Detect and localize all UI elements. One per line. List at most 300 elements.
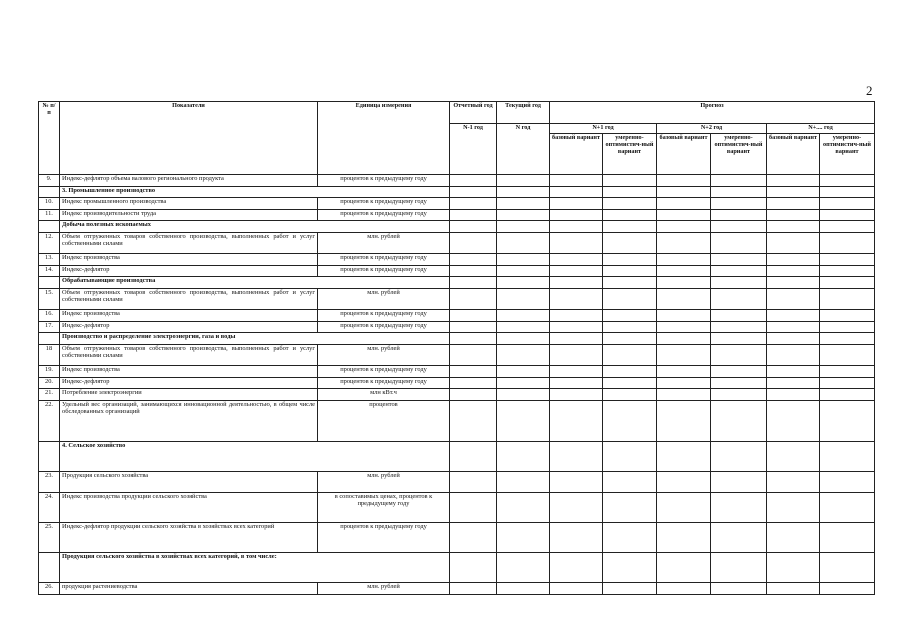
value-cell bbox=[603, 471, 657, 493]
value-cell bbox=[820, 198, 875, 210]
value-cell bbox=[767, 232, 820, 254]
value-cell bbox=[603, 333, 657, 345]
value-cell bbox=[711, 221, 767, 233]
indicator-name: Индекс-дефлятор bbox=[60, 265, 318, 277]
row-number: 15. bbox=[39, 288, 60, 310]
value-cell bbox=[550, 523, 603, 553]
value-cell bbox=[450, 389, 497, 401]
value-cell bbox=[550, 288, 603, 310]
indicator-name: Индекс-дефлятор объема валового регионального продукта bbox=[60, 175, 318, 187]
row-number: 25. bbox=[39, 523, 60, 553]
value-cell bbox=[450, 175, 497, 187]
value-cell bbox=[767, 310, 820, 322]
value-cell bbox=[767, 523, 820, 553]
value-cell bbox=[711, 198, 767, 210]
header-num: № п/п bbox=[39, 102, 60, 175]
header-n-plus-x: N+.... год bbox=[767, 124, 875, 134]
value-cell bbox=[767, 333, 820, 345]
unit-of-measure: млн. рублей bbox=[318, 344, 450, 366]
value-cell bbox=[497, 221, 550, 233]
value-cell bbox=[550, 553, 603, 583]
value-cell bbox=[450, 583, 497, 595]
table-row bbox=[39, 389, 875, 401]
value-cell bbox=[657, 441, 711, 471]
row-number: 14. bbox=[39, 265, 60, 277]
header-n-year: N год bbox=[497, 124, 550, 175]
value-cell bbox=[550, 198, 603, 210]
value-cell bbox=[450, 553, 497, 583]
value-cell bbox=[657, 523, 711, 553]
unit-of-measure: процентов bbox=[318, 400, 450, 441]
table-row bbox=[39, 493, 875, 523]
value-cell bbox=[603, 198, 657, 210]
value-cell bbox=[450, 471, 497, 493]
section-row bbox=[39, 277, 875, 289]
value-cell bbox=[767, 441, 820, 471]
value-cell bbox=[603, 523, 657, 553]
value-cell bbox=[450, 277, 497, 289]
value-cell bbox=[603, 389, 657, 401]
table-row bbox=[39, 198, 875, 210]
value-cell bbox=[603, 583, 657, 595]
section-title: Обрабатывающие производства bbox=[60, 277, 450, 289]
value-cell bbox=[711, 389, 767, 401]
unit-of-measure: процентов к предыдущему году bbox=[318, 209, 450, 221]
value-cell bbox=[820, 441, 875, 471]
value-cell bbox=[657, 221, 711, 233]
value-cell bbox=[820, 523, 875, 553]
header-indicators: Показатели bbox=[60, 102, 318, 175]
value-cell bbox=[767, 321, 820, 333]
value-cell bbox=[767, 583, 820, 595]
value-cell bbox=[450, 377, 497, 389]
value-cell bbox=[450, 493, 497, 523]
header-current-year: Текущий год bbox=[497, 102, 550, 124]
value-cell bbox=[657, 583, 711, 595]
unit-of-measure: процентов к предыдущему году bbox=[318, 254, 450, 266]
section-title: Продукция сельского хозяйства в хозяйствах всех категорий, в том числе: bbox=[60, 553, 450, 583]
value-cell bbox=[497, 186, 550, 198]
value-cell bbox=[820, 583, 875, 595]
header-n-minus-1: N-1 год bbox=[450, 124, 497, 175]
value-cell bbox=[497, 493, 550, 523]
table-row bbox=[39, 288, 875, 310]
header-n-plus-2: N+2 год bbox=[657, 124, 767, 134]
page-number: 2 bbox=[866, 83, 873, 98]
indicator-name: Индекс-дефлятор продукции сельского хозяйства в хозяйствах всех категорий bbox=[60, 523, 318, 553]
value-cell bbox=[450, 441, 497, 471]
value-cell bbox=[820, 493, 875, 523]
value-cell bbox=[711, 366, 767, 378]
unit-of-measure: млн кВт.ч bbox=[318, 389, 450, 401]
row-number: 13. bbox=[39, 254, 60, 266]
row-num-cell bbox=[39, 333, 60, 345]
table-row bbox=[39, 232, 875, 254]
header-moderate-3: умеренно-оптимистич-ный вариант bbox=[820, 134, 875, 175]
value-cell bbox=[711, 265, 767, 277]
table-row bbox=[39, 366, 875, 378]
value-cell bbox=[767, 288, 820, 310]
value-cell bbox=[767, 400, 820, 441]
value-cell bbox=[657, 254, 711, 266]
unit-of-measure: процентов к предыдущему году bbox=[318, 377, 450, 389]
table-row bbox=[39, 265, 875, 277]
value-cell bbox=[550, 277, 603, 289]
value-cell bbox=[711, 400, 767, 441]
value-cell bbox=[450, 344, 497, 366]
indicator-name: Индекс производства bbox=[60, 310, 318, 322]
indicator-name: Индекс производства bbox=[60, 254, 318, 266]
value-cell bbox=[450, 333, 497, 345]
value-cell bbox=[497, 441, 550, 471]
header-moderate-1: умеренно-оптимистич-ный вариант bbox=[603, 134, 657, 175]
value-cell bbox=[497, 288, 550, 310]
value-cell bbox=[820, 321, 875, 333]
value-cell bbox=[497, 344, 550, 366]
unit-of-measure: млн. рублей bbox=[318, 471, 450, 493]
section-title: Производство и распределение электроэнергии, газа и воды bbox=[60, 333, 450, 345]
value-cell bbox=[450, 186, 497, 198]
value-cell bbox=[603, 232, 657, 254]
value-cell bbox=[820, 400, 875, 441]
header-moderate-2: умеренно-оптимистич-ный вариант bbox=[711, 134, 767, 175]
value-cell bbox=[767, 377, 820, 389]
table-row bbox=[39, 523, 875, 553]
row-number: 17. bbox=[39, 321, 60, 333]
value-cell bbox=[657, 232, 711, 254]
value-cell bbox=[657, 198, 711, 210]
table-row bbox=[39, 377, 875, 389]
value-cell bbox=[497, 377, 550, 389]
value-cell bbox=[603, 209, 657, 221]
section-row bbox=[39, 186, 875, 198]
value-cell bbox=[550, 175, 603, 187]
value-cell bbox=[550, 441, 603, 471]
value-cell bbox=[450, 265, 497, 277]
value-cell bbox=[711, 321, 767, 333]
value-cell bbox=[657, 321, 711, 333]
value-cell bbox=[497, 265, 550, 277]
value-cell bbox=[450, 288, 497, 310]
value-cell bbox=[657, 175, 711, 187]
header-base-1: базовый вариант bbox=[550, 134, 603, 175]
section-row bbox=[39, 553, 875, 583]
value-cell bbox=[820, 277, 875, 289]
value-cell bbox=[820, 288, 875, 310]
unit-of-measure: процентов к предыдущему году bbox=[318, 265, 450, 277]
row-number: 16. bbox=[39, 310, 60, 322]
value-cell bbox=[657, 377, 711, 389]
value-cell bbox=[820, 175, 875, 187]
value-cell bbox=[820, 553, 875, 583]
value-cell bbox=[497, 321, 550, 333]
table-row bbox=[39, 321, 875, 333]
value-cell bbox=[550, 333, 603, 345]
row-number: 22. bbox=[39, 400, 60, 441]
value-cell bbox=[603, 366, 657, 378]
row-number: 11. bbox=[39, 209, 60, 221]
value-cell bbox=[820, 377, 875, 389]
value-cell bbox=[497, 310, 550, 322]
value-cell bbox=[711, 377, 767, 389]
value-cell bbox=[450, 221, 497, 233]
value-cell bbox=[767, 553, 820, 583]
indicator-name: Продукция сельского хозяйства bbox=[60, 471, 318, 493]
indicator-name: Потребление электроэнергии bbox=[60, 389, 318, 401]
value-cell bbox=[550, 209, 603, 221]
unit-of-measure: процентов к предыдущему году bbox=[318, 175, 450, 187]
value-cell bbox=[820, 333, 875, 345]
row-number: 9. bbox=[39, 175, 60, 187]
value-cell bbox=[497, 232, 550, 254]
value-cell bbox=[550, 471, 603, 493]
value-cell bbox=[550, 265, 603, 277]
value-cell bbox=[767, 221, 820, 233]
value-cell bbox=[550, 400, 603, 441]
header-unit: Единица измерения bbox=[318, 102, 450, 175]
row-number: 21. bbox=[39, 389, 60, 401]
unit-of-measure: процентов к предыдущему году bbox=[318, 523, 450, 553]
value-cell bbox=[497, 553, 550, 583]
value-cell bbox=[603, 310, 657, 322]
row-number: 18 bbox=[39, 344, 60, 366]
indicator-name: Индекс производительности труда bbox=[60, 209, 318, 221]
value-cell bbox=[820, 232, 875, 254]
header-n-plus-1: N+1 год bbox=[550, 124, 657, 134]
value-cell bbox=[603, 221, 657, 233]
value-cell bbox=[657, 265, 711, 277]
value-cell bbox=[603, 277, 657, 289]
value-cell bbox=[497, 254, 550, 266]
value-cell bbox=[657, 493, 711, 523]
value-cell bbox=[767, 175, 820, 187]
value-cell bbox=[767, 366, 820, 378]
forecast-table bbox=[38, 101, 875, 595]
value-cell bbox=[657, 209, 711, 221]
value-cell bbox=[550, 377, 603, 389]
value-cell bbox=[603, 493, 657, 523]
table-row bbox=[39, 209, 875, 221]
value-cell bbox=[603, 553, 657, 583]
value-cell bbox=[603, 441, 657, 471]
section-row bbox=[39, 333, 875, 345]
value-cell bbox=[550, 221, 603, 233]
value-cell bbox=[550, 493, 603, 523]
unit-of-measure: процентов к предыдущему году bbox=[318, 198, 450, 210]
value-cell bbox=[497, 175, 550, 187]
value-cell bbox=[767, 209, 820, 221]
row-num-cell bbox=[39, 441, 60, 471]
value-cell bbox=[820, 310, 875, 322]
value-cell bbox=[550, 232, 603, 254]
value-cell bbox=[603, 400, 657, 441]
row-number: 10. bbox=[39, 198, 60, 210]
row-number: 23. bbox=[39, 471, 60, 493]
indicator-name: Индекс промышленного производства bbox=[60, 198, 318, 210]
table-row bbox=[39, 175, 875, 187]
value-cell bbox=[450, 310, 497, 322]
table-row bbox=[39, 344, 875, 366]
value-cell bbox=[603, 344, 657, 366]
value-cell bbox=[767, 254, 820, 266]
value-cell bbox=[711, 493, 767, 523]
indicator-name: Индекс производства продукции сельского хозяйства bbox=[60, 493, 318, 523]
indicator-name: продукция растениеводства bbox=[60, 583, 318, 595]
row-number: 19. bbox=[39, 366, 60, 378]
row-num-cell bbox=[39, 277, 60, 289]
table-row bbox=[39, 254, 875, 266]
value-cell bbox=[711, 441, 767, 471]
indicator-name: Объем отгруженных товаров собственного производства, выполненных работ и услуг собственными силами bbox=[60, 288, 318, 310]
header-base-3: базовый вариант bbox=[767, 134, 820, 175]
value-cell bbox=[603, 288, 657, 310]
value-cell bbox=[603, 377, 657, 389]
value-cell bbox=[711, 333, 767, 345]
indicator-name: Объем отгруженных товаров собственного производства, выполненных работ и услуг собственными силами bbox=[60, 344, 318, 366]
value-cell bbox=[497, 209, 550, 221]
header-forecast: Прогноз bbox=[550, 102, 875, 124]
table-row bbox=[39, 583, 875, 595]
indicator-name: Индекс-дефлятор bbox=[60, 321, 318, 333]
value-cell bbox=[657, 553, 711, 583]
value-cell bbox=[820, 265, 875, 277]
table-body bbox=[39, 175, 875, 595]
value-cell bbox=[711, 471, 767, 493]
row-number: 12. bbox=[39, 232, 60, 254]
value-cell bbox=[767, 471, 820, 493]
value-cell bbox=[820, 209, 875, 221]
value-cell bbox=[767, 198, 820, 210]
value-cell bbox=[497, 277, 550, 289]
indicator-name: Индекс-дефлятор bbox=[60, 377, 318, 389]
value-cell bbox=[767, 344, 820, 366]
value-cell bbox=[767, 186, 820, 198]
value-cell bbox=[450, 209, 497, 221]
value-cell bbox=[657, 186, 711, 198]
row-number: 24. bbox=[39, 493, 60, 523]
indicator-name: Объем отгруженных товаров собственного производства, выполненных работ и услуг собственными силами bbox=[60, 232, 318, 254]
value-cell bbox=[450, 321, 497, 333]
value-cell bbox=[497, 523, 550, 553]
unit-of-measure: млн. рублей bbox=[318, 232, 450, 254]
value-cell bbox=[711, 523, 767, 553]
value-cell bbox=[711, 209, 767, 221]
value-cell bbox=[657, 400, 711, 441]
unit-of-measure: в сопоставимых ценах, процентов к предыдущему году bbox=[318, 493, 450, 523]
section-title: 4. Сельское хозяйство bbox=[60, 441, 450, 471]
unit-of-measure: процентов к предыдущему году bbox=[318, 321, 450, 333]
value-cell bbox=[657, 471, 711, 493]
value-cell bbox=[450, 198, 497, 210]
value-cell bbox=[450, 366, 497, 378]
value-cell bbox=[550, 310, 603, 322]
row-number: 20. bbox=[39, 377, 60, 389]
value-cell bbox=[820, 389, 875, 401]
value-cell bbox=[657, 277, 711, 289]
value-cell bbox=[711, 344, 767, 366]
value-cell bbox=[820, 186, 875, 198]
header-base-2: базовый вариант bbox=[657, 134, 711, 175]
section-title: 3. Промышленное производство bbox=[60, 186, 450, 198]
value-cell bbox=[711, 232, 767, 254]
value-cell bbox=[711, 553, 767, 583]
value-cell bbox=[603, 175, 657, 187]
value-cell bbox=[497, 389, 550, 401]
row-num-cell bbox=[39, 221, 60, 233]
section-row bbox=[39, 221, 875, 233]
value-cell bbox=[603, 254, 657, 266]
value-cell bbox=[450, 400, 497, 441]
value-cell bbox=[497, 366, 550, 378]
value-cell bbox=[657, 333, 711, 345]
value-cell bbox=[820, 221, 875, 233]
value-cell bbox=[550, 254, 603, 266]
section-row bbox=[39, 441, 875, 471]
value-cell bbox=[711, 583, 767, 595]
section-title: Добыча полезных ископаемых bbox=[60, 221, 450, 233]
value-cell bbox=[657, 288, 711, 310]
unit-of-measure: процентов к предыдущему году bbox=[318, 366, 450, 378]
value-cell bbox=[820, 254, 875, 266]
value-cell bbox=[820, 344, 875, 366]
value-cell bbox=[550, 389, 603, 401]
value-cell bbox=[711, 310, 767, 322]
table-row bbox=[39, 310, 875, 322]
value-cell bbox=[711, 277, 767, 289]
row-number: 26. bbox=[39, 583, 60, 595]
value-cell bbox=[550, 321, 603, 333]
value-cell bbox=[767, 277, 820, 289]
indicator-name: Индекс производства bbox=[60, 366, 318, 378]
unit-of-measure: процентов к предыдущему году bbox=[318, 310, 450, 322]
row-num-cell bbox=[39, 553, 60, 583]
value-cell bbox=[450, 232, 497, 254]
unit-of-measure: млн. рублей bbox=[318, 583, 450, 595]
value-cell bbox=[767, 493, 820, 523]
value-cell bbox=[550, 344, 603, 366]
table-row bbox=[39, 400, 875, 441]
value-cell bbox=[497, 400, 550, 441]
table-row bbox=[39, 471, 875, 493]
indicator-name: Удельный вес организаций, занимающихся инновационной деятельностью, в общем числе обследованных организаций bbox=[60, 400, 318, 441]
value-cell bbox=[711, 186, 767, 198]
value-cell bbox=[450, 254, 497, 266]
value-cell bbox=[820, 471, 875, 493]
row-num-cell bbox=[39, 186, 60, 198]
value-cell bbox=[603, 186, 657, 198]
value-cell bbox=[657, 389, 711, 401]
value-cell bbox=[603, 321, 657, 333]
header-report-year: Отчетный год bbox=[450, 102, 497, 124]
value-cell bbox=[497, 583, 550, 595]
value-cell bbox=[603, 265, 657, 277]
value-cell bbox=[550, 583, 603, 595]
value-cell bbox=[820, 366, 875, 378]
unit-of-measure: млн. рублей bbox=[318, 288, 450, 310]
value-cell bbox=[550, 186, 603, 198]
value-cell bbox=[550, 366, 603, 378]
value-cell bbox=[497, 333, 550, 345]
value-cell bbox=[711, 288, 767, 310]
value-cell bbox=[497, 471, 550, 493]
value-cell bbox=[711, 254, 767, 266]
value-cell bbox=[711, 175, 767, 187]
value-cell bbox=[657, 366, 711, 378]
value-cell bbox=[450, 523, 497, 553]
value-cell bbox=[657, 310, 711, 322]
value-cell bbox=[497, 198, 550, 210]
value-cell bbox=[767, 389, 820, 401]
